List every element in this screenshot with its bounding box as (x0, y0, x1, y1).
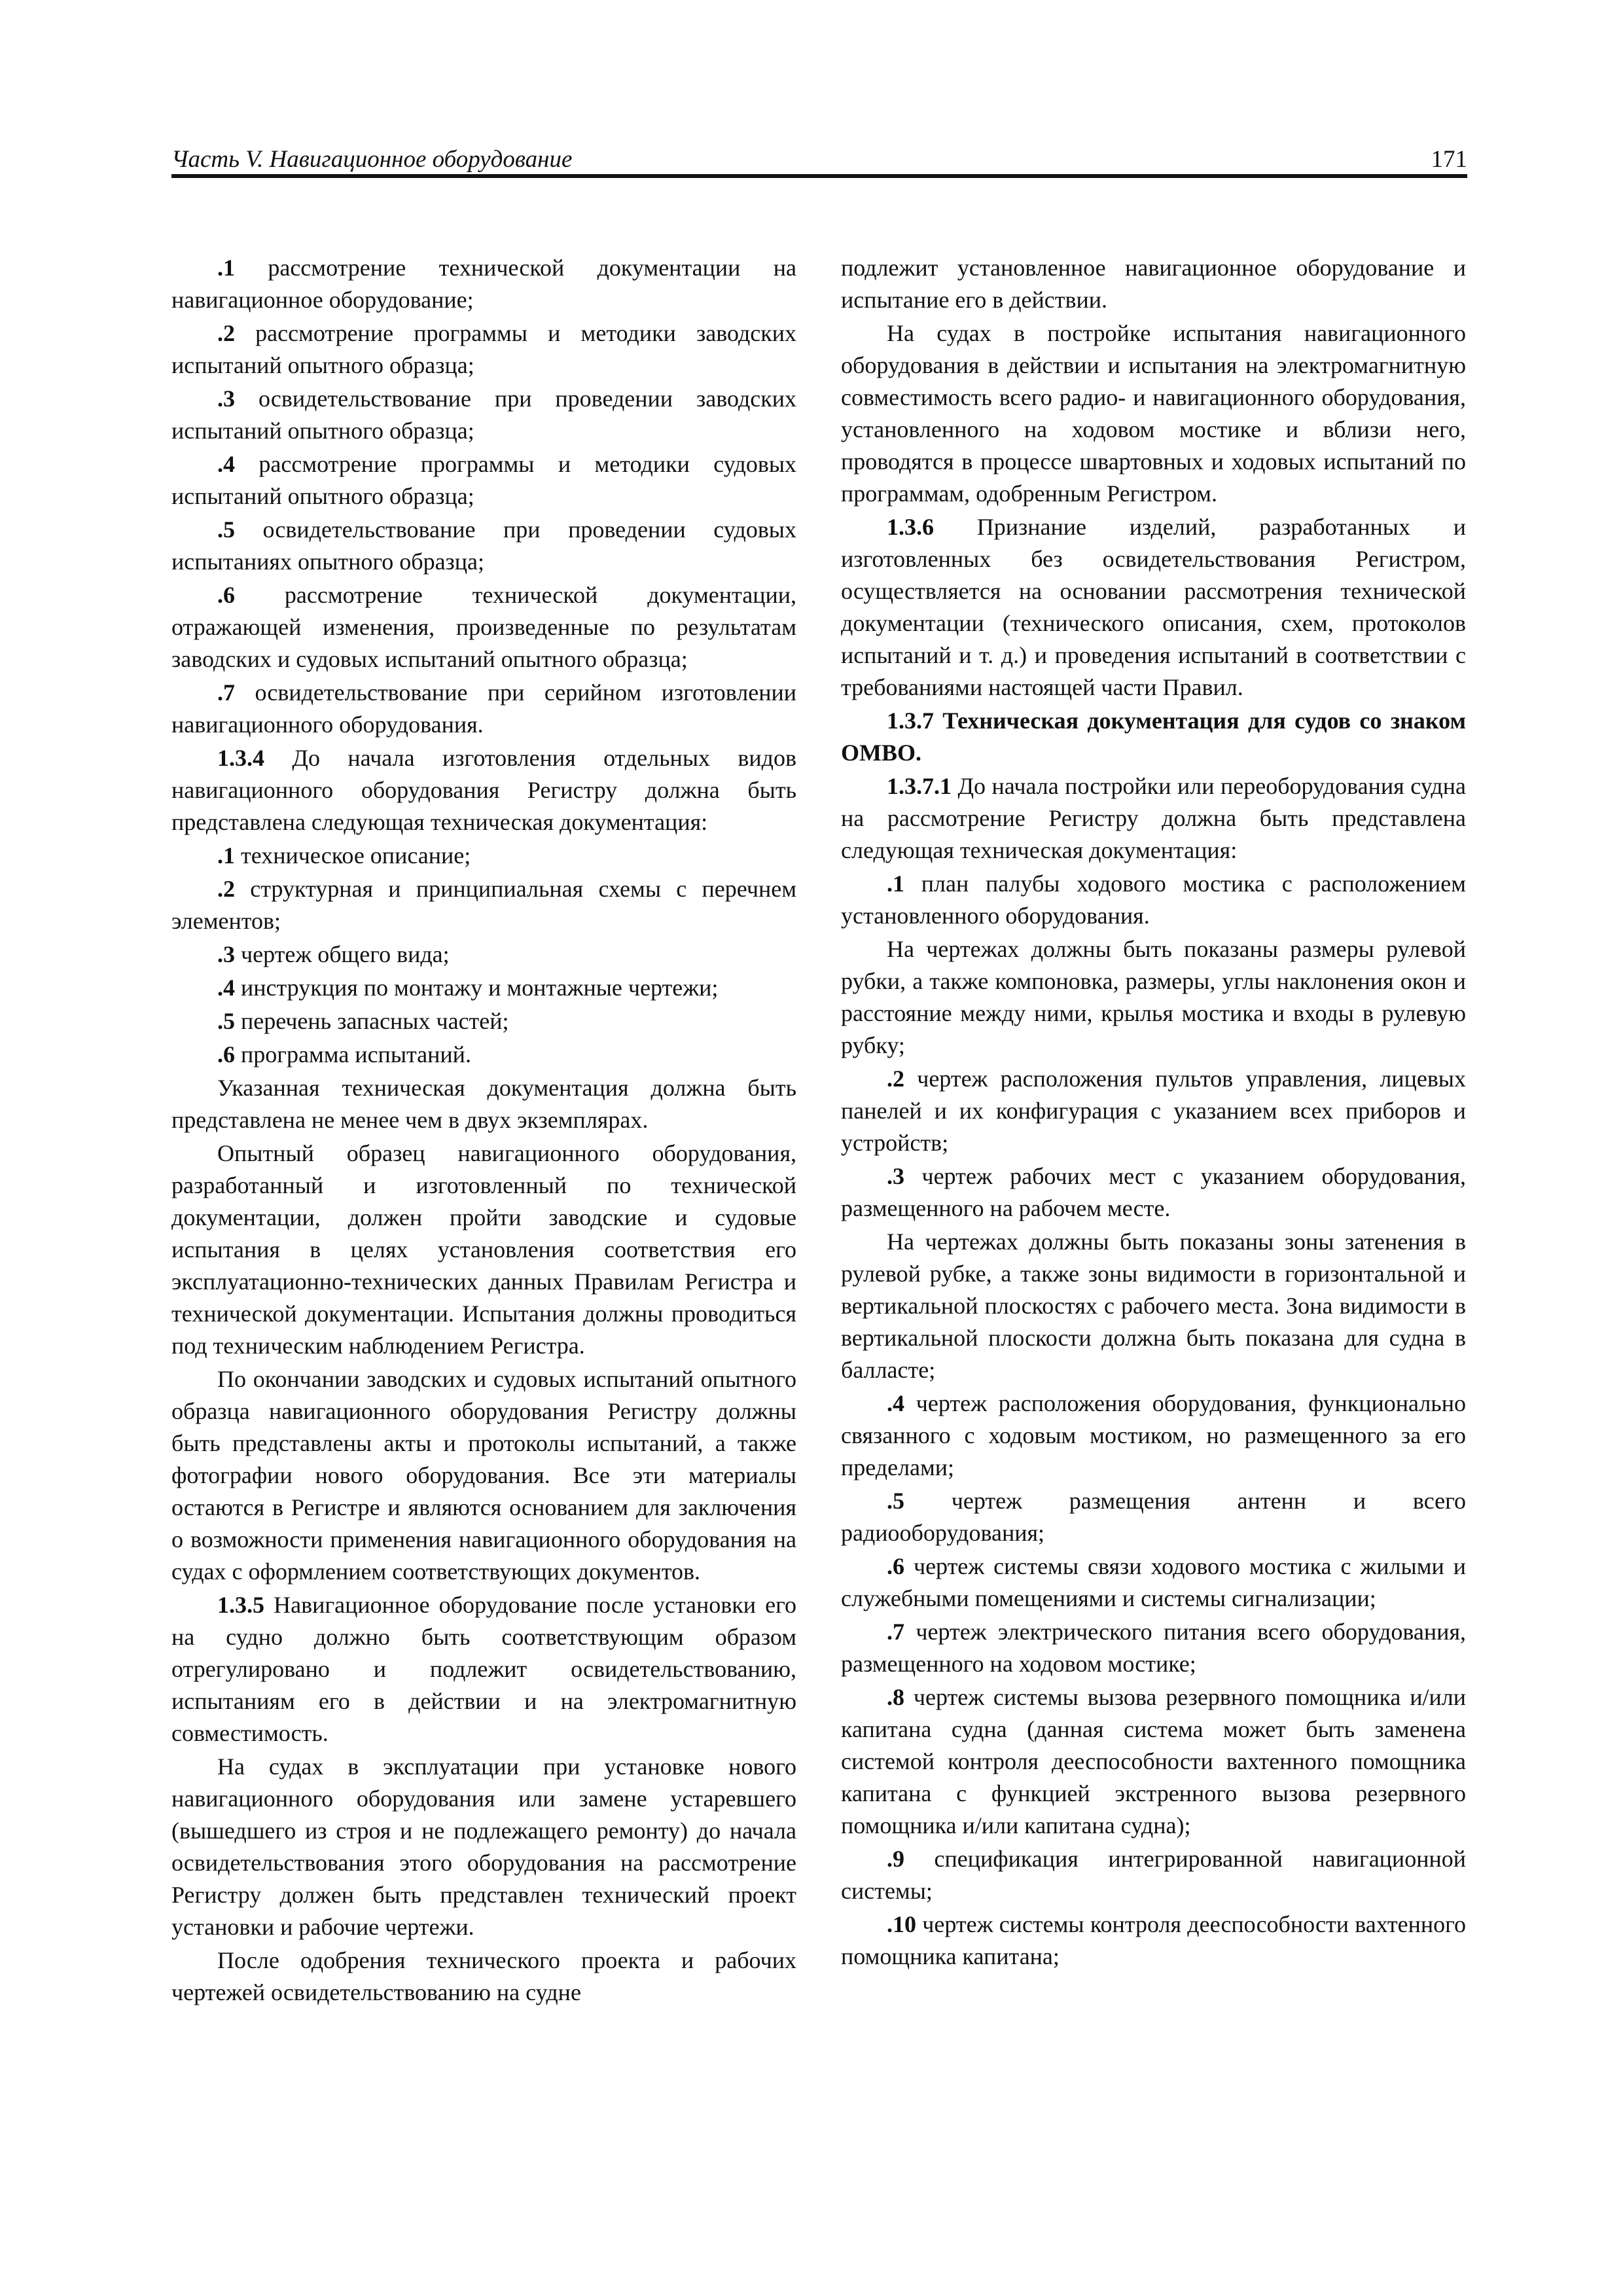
paragraph-number: .2 (217, 876, 235, 902)
paragraph-text: структурная и принципиальная схемы с перечнем элементов; (171, 876, 796, 934)
paragraph-text: До начала постройки или переоборудования судна на рассмотрение Регистру должна быть представлена следующая техническая документация: (841, 773, 1466, 863)
paragraph-text: чертеж системы связи ходового мостика с жилыми и служебными помещениями и системы сигнализации; (841, 1553, 1466, 1611)
paragraph-number: 1.3.6 (887, 514, 934, 540)
paragraph-number: .6 (217, 1041, 235, 1067)
paragraph (841, 933, 1466, 1062)
paragraph (171, 873, 796, 937)
left-column (171, 252, 796, 2072)
paragraph-text: программа испытаний. (235, 1041, 471, 1067)
paragraph-text: На чертежах должны быть показаны зоны затенения в рулевой рубке, а также зоны видимости в горизонтальной и вертикальной плоскостях с рабочего места. Зона видимости в вертикальной плоскости должна быть показана для судна в балласте; (841, 1229, 1466, 1383)
paragraph (171, 1039, 796, 1071)
paragraph-text: Признание изделий, разработанных и изготовленных без освидетельствования Регистром, осуществляется на основании рассмотрения технической документации (технического описания, схем, протоколов испытаний и т. д.) и проведения испытаний в соответствии с требованиями настоящей части Правил. (841, 514, 1466, 700)
paragraph-text: чертеж рабочих мест с указанием оборудования, размещенного на рабочем месте. (841, 1163, 1466, 1221)
paragraph-number: .5 (887, 1488, 904, 1514)
paragraph-number: 1.3.7.1 (887, 773, 952, 799)
paragraph (841, 1616, 1466, 1680)
paragraph (841, 868, 1466, 932)
paragraph (841, 1551, 1466, 1615)
paragraph (841, 1388, 1466, 1484)
paragraph-text: рассмотрение программы и методики заводских испытаний опытного образца; (171, 320, 796, 378)
paragraph-text: По окончании заводских и судовых испытаний опытного образца навигационного оборудования Регистру должны быть представлены акты и протоколы испытаний, а также фотографии нового оборудования. Все эти материалы остаются в Регистре и являются основанием для заключения о возможности применения навигационного оборудования на судах с оформлением соответствующих документов. (171, 1366, 796, 1585)
paragraph (841, 1681, 1466, 1842)
paragraph-text: спецификация интегрированной навигационной системы; (841, 1846, 1466, 1904)
paragraph (171, 1138, 796, 1362)
paragraph-text: Навигационное оборудование после установки его на судно должно быть соответствующим образом отрегулировано и подлежит освидетельствованию, испытаниям его в действии и на электромагнитную совместимость. (171, 1592, 796, 1746)
paragraph-number: .9 (887, 1846, 904, 1872)
paragraph (171, 1751, 796, 1943)
paragraph-text: освидетельствование при проведении заводских испытаний опытного образца; (171, 386, 796, 444)
paragraph-number: 1.3.5 (217, 1592, 264, 1618)
paragraph-text: чертеж общего вида; (235, 941, 450, 967)
paragraph-text: чертеж системы вызова резервного помощника и/или капитана судна (данная система может быть заменена системой контроля дееспособности вахтенного помощника капитана с функцией экстренного вызова резервного помощника и/или капитана судна); (841, 1684, 1466, 1839)
paragraph-number: 1.3.7 Техническая документация для судов со знаком ОМВО. (841, 708, 1466, 766)
paragraph-number: .6 (887, 1553, 904, 1579)
paragraph (171, 972, 796, 1004)
paragraph-number: .6 (217, 582, 235, 608)
header-title: Часть V. Навигационное оборудование (171, 146, 573, 173)
paragraph-number: .7 (217, 679, 235, 706)
paragraph-number: .10 (887, 1911, 916, 1937)
paragraph-number: 1.3.4 (217, 745, 264, 771)
paragraph (171, 939, 796, 971)
paragraph-number: .2 (887, 1066, 904, 1092)
paragraph-text: освидетельствование при проведении судовых испытаниях опытного образца; (171, 516, 796, 575)
paragraph-text: чертеж системы контроля дееспособности вахтенного помощника капитана; (841, 1911, 1466, 1969)
paragraph (841, 1909, 1466, 1973)
paragraph-text: чертеж размещения антенн и всего радиооборудования; (841, 1488, 1466, 1546)
paragraph (171, 1005, 796, 1037)
paragraph-text: До начала изготовления отдельных видов навигационного оборудования Регистру должна быть представлена следующая техническая документация: (171, 745, 796, 835)
paragraph (171, 1589, 796, 1749)
paragraph-number: .5 (217, 516, 235, 543)
paragraph-text: На судах в постройке испытания навигационного оборудования в действии и испытания на электромагнитную совместимость всего радио- и навигационного оборудования, установленного на ходовом мостике и вблизи него, проводятся в процессе швартовных и ходовых испытаний по программам, одобренным Регистром. (841, 320, 1466, 507)
paragraph (841, 1485, 1466, 1549)
paragraph-number: .5 (217, 1008, 235, 1034)
header-rule (171, 174, 1467, 178)
paragraph-text: рассмотрение технической документации на навигационное оборудование; (171, 255, 796, 313)
paragraph-text: план палубы ходового мостика с расположением установленного оборудования. (841, 870, 1466, 929)
paragraph-text: Указанная техническая документация должна быть представлена не менее чем в двух экземплярах. (171, 1075, 796, 1133)
paragraph-number: .4 (217, 975, 235, 1001)
paragraph (841, 1160, 1466, 1225)
paragraph (841, 511, 1466, 704)
paragraph-text: Опытный образец навигационного оборудования, разработанный и изготовленный по технической документации, должен пройти заводские и судовые испытания в целях установления соответствия его эксплуатационно-технических данных Правилам Регистра и технической документации. Испытания должны проводиться под техническим наблюдением Регистра. (171, 1140, 796, 1359)
paragraph-text: На чертежах должны быть показаны размеры рулевой рубки, а также компоновка, размеры, углы наклонения окон и расстояние между ними, крылья мостика и входы в рулевую рубку; (841, 936, 1466, 1058)
right-column (841, 252, 1466, 2072)
paragraph-text: подлежит установленное навигационное оборудование и испытание его в действии. (841, 255, 1466, 313)
paragraph-text: инструкция по монтажу и монтажные чертежи; (235, 975, 719, 1001)
paragraph (171, 1945, 796, 2009)
paragraph-number: .4 (217, 451, 235, 477)
paragraph-text: освидетельствование при серийном изготовлении навигационного оборудования. (171, 679, 796, 738)
paragraph (841, 1226, 1466, 1386)
paragraph-number: .4 (887, 1390, 904, 1416)
paragraph-text: После одобрения технического проекта и рабочих чертежей освидетельствованию на судне (171, 1947, 796, 2005)
paragraph-number: .7 (887, 1619, 904, 1645)
paragraph-text: чертеж расположения пультов управления, лицевых панелей и их конфигурация с указанием всех приборов и устройств; (841, 1066, 1466, 1156)
paragraph (841, 1843, 1466, 1907)
paragraph-text: перечень запасных частей; (235, 1008, 509, 1034)
paragraph (171, 448, 796, 512)
paragraph (841, 705, 1466, 769)
page-number: 171 (1431, 146, 1467, 173)
paragraph-number: .1 (887, 870, 904, 897)
paragraph-number: .3 (217, 386, 235, 412)
paragraph (171, 1363, 796, 1588)
paragraph-text: чертеж электрического питания всего оборудования, размещенного на ходовом мостике; (841, 1619, 1466, 1677)
paragraph (171, 383, 796, 447)
paragraph (841, 252, 1466, 316)
paragraph-text: техническое описание; (235, 842, 471, 869)
paragraph (171, 742, 796, 838)
paragraph-text: чертеж расположения оборудования, функционально связанного с ходовым мостиком, но размещенного за его пределами; (841, 1390, 1466, 1480)
paragraph-number: .8 (887, 1684, 904, 1710)
paragraph-text: На судах в эксплуатации при установке нового навигационного оборудования или замене устаревшего (вышедшего из строя и не подлежащего ремонту) до начала освидетельствования этого оборудования на рассмотрение Регистру должен быть представлен технический проект установки и рабочие чертежи. (171, 1753, 796, 1940)
paragraph (171, 677, 796, 741)
paragraph-number: .3 (217, 941, 235, 967)
paragraph (171, 252, 796, 316)
paragraph (841, 1063, 1466, 1159)
paragraph-text: рассмотрение программы и методики судовых испытаний опытного образца; (171, 451, 796, 509)
paragraph-number: .1 (217, 255, 235, 281)
paragraph (171, 1072, 796, 1136)
paragraph-number: .1 (217, 842, 235, 869)
paragraph (841, 317, 1466, 510)
paragraph (171, 579, 796, 675)
paragraph (841, 770, 1466, 867)
paragraph-number: .2 (217, 320, 235, 346)
running-header (171, 139, 1467, 178)
paragraph-text: рассмотрение технической документации, отражающей изменения, произведенные по результатам заводских и судовых испытаний опытного образца; (171, 582, 796, 672)
paragraph-number: .3 (887, 1163, 904, 1189)
paragraph (171, 840, 796, 872)
paragraph (171, 514, 796, 578)
paragraph (171, 317, 796, 382)
